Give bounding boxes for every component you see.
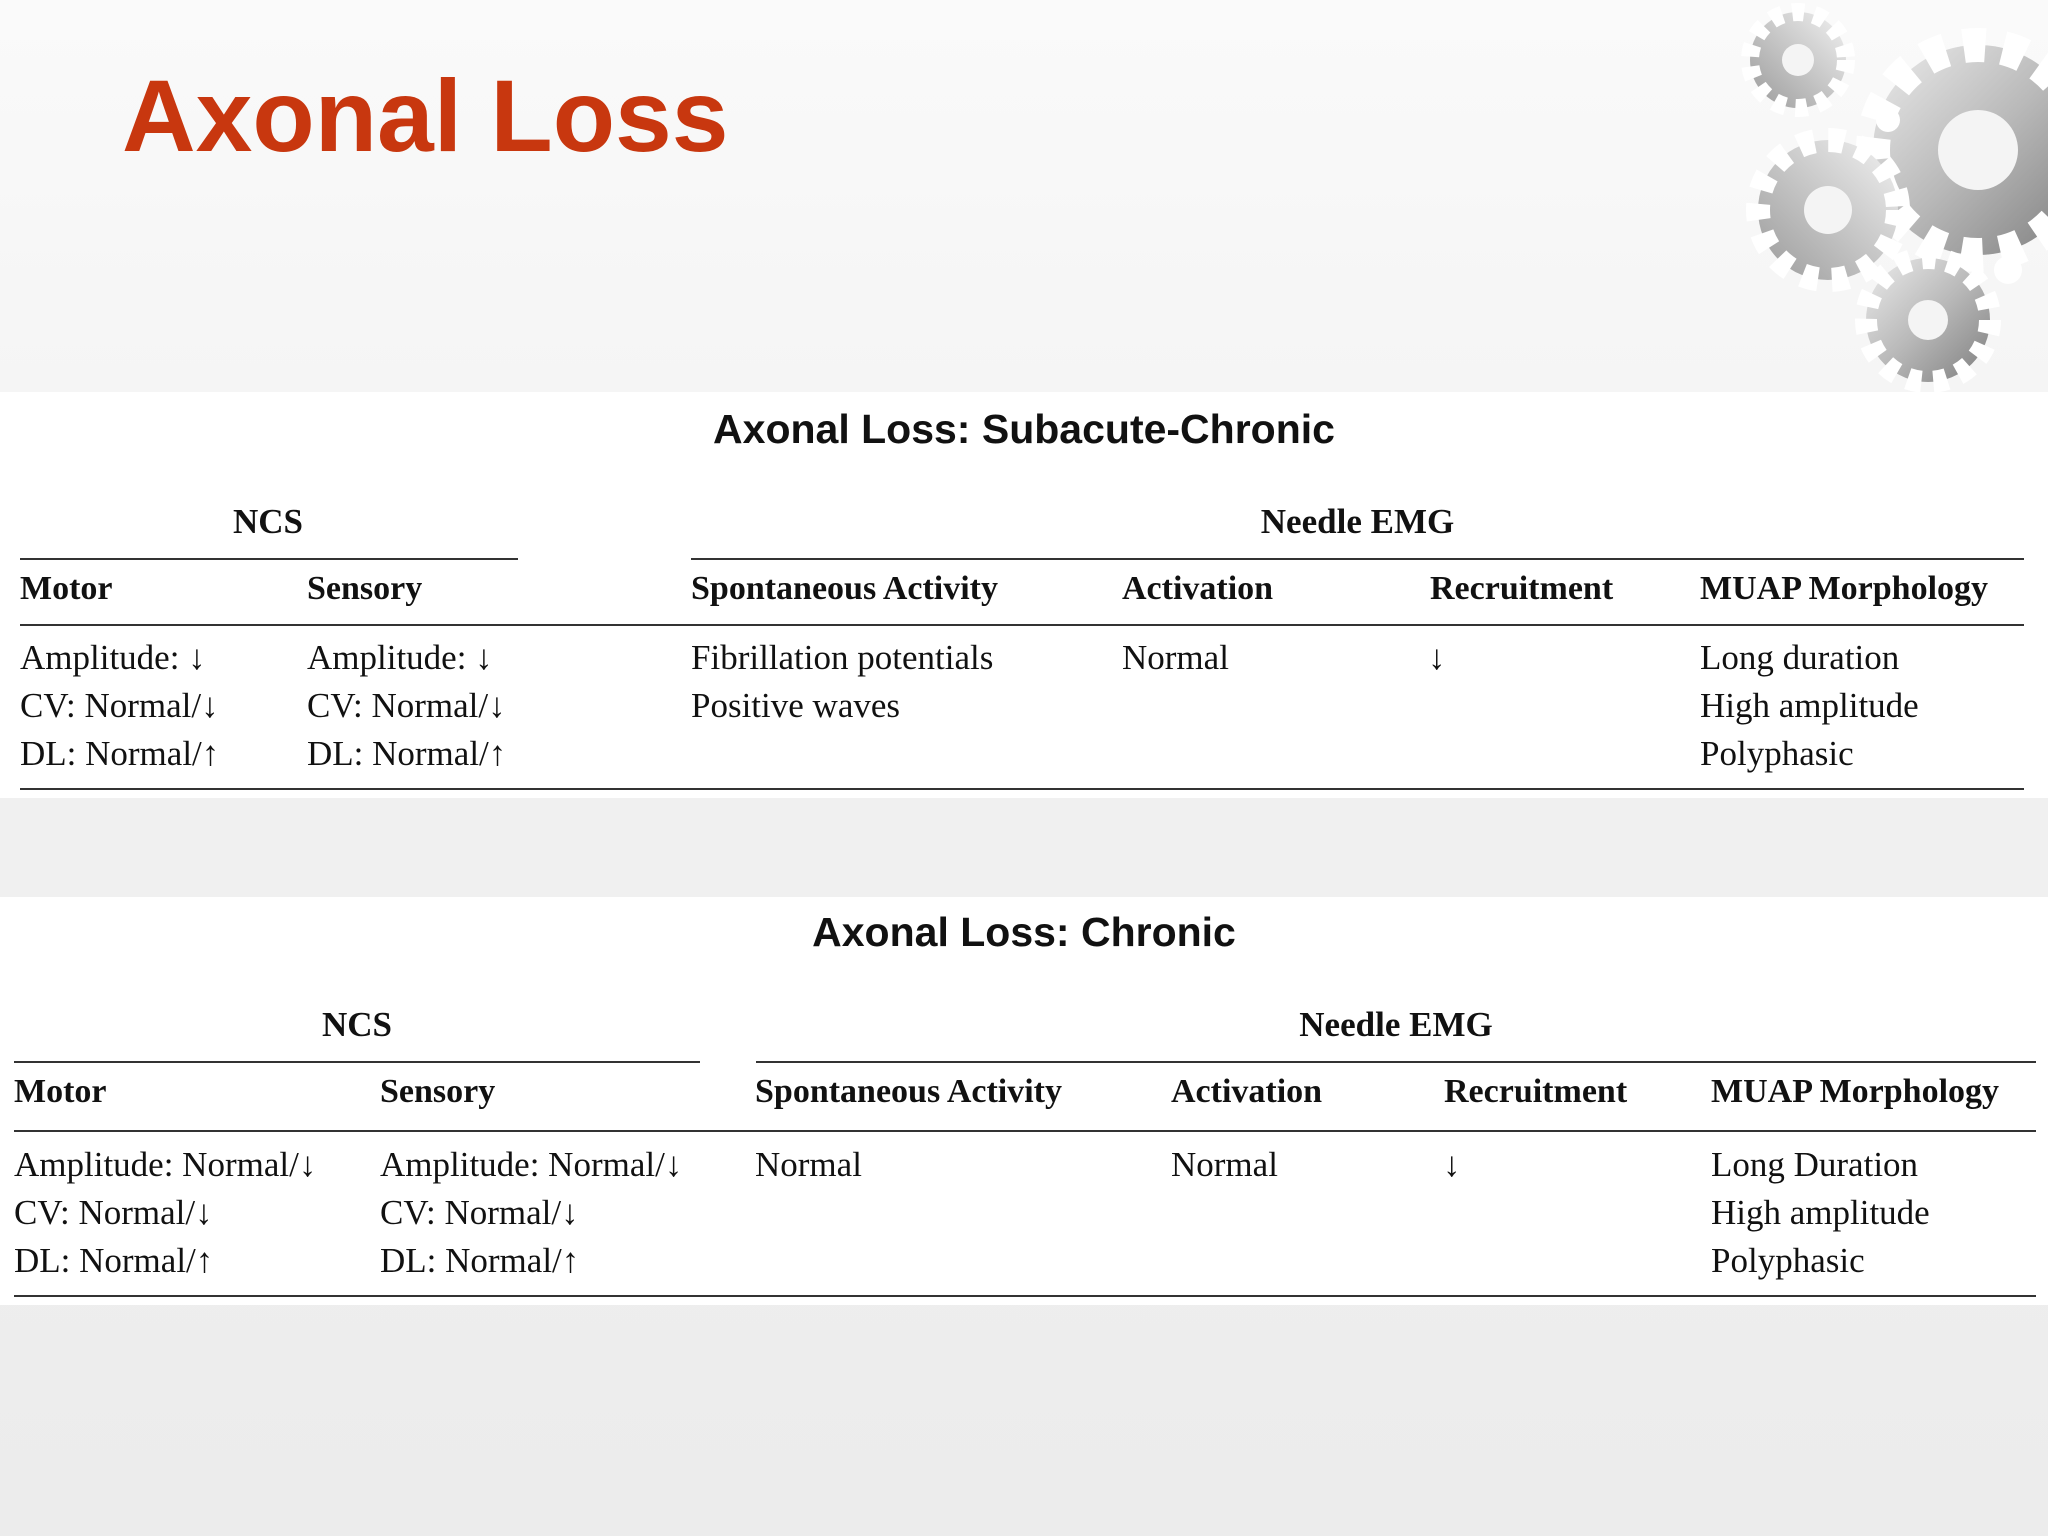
group-needle-emg: Needle EMG	[1299, 1005, 1493, 1044]
gears-decoration	[1678, 0, 2048, 392]
header-muap-morphology: MUAP Morphology	[1700, 570, 1989, 607]
table-title: Axonal Loss: Chronic	[812, 909, 1236, 955]
cell-motor: Amplitude: ↓ CV: Normal/↓ DL: Normal/↑	[20, 638, 220, 773]
header-sensory: Sensory	[380, 1073, 496, 1110]
rule-bottom	[14, 1295, 2036, 1297]
table-title: Axonal Loss: Subacute-Chronic	[713, 406, 1335, 452]
header-recruitment: Recruitment	[1444, 1073, 1628, 1110]
gear-icon	[1758, 140, 1898, 280]
header-activation: Activation	[1122, 570, 1274, 607]
cell-recruitment: ↓	[1428, 638, 1446, 677]
rule-emg	[691, 558, 2024, 560]
cell-motor: Amplitude: Normal/↓ CV: Normal/↓ DL: Normal/↑	[14, 1145, 317, 1280]
slide-title: Axonal Loss	[122, 59, 729, 173]
cell-muap-morphology: Long Duration High amplitude Polyphasic	[1711, 1145, 1930, 1280]
header-activation: Activation	[1171, 1073, 1323, 1110]
cell-sensory: Amplitude: ↓ CV: Normal/↓ DL: Normal/↑	[307, 638, 507, 773]
group-ncs: NCS	[232, 502, 304, 541]
cell-spontaneous-activity: Normal	[755, 1145, 862, 1184]
rule-emg	[756, 1061, 2036, 1063]
header-motor: Motor	[20, 570, 113, 607]
cell-recruitment: ↓	[1443, 1145, 1461, 1184]
gear-icon	[1866, 258, 1990, 382]
cell-activation: Normal	[1122, 638, 1229, 677]
table-subacute-chronic	[0, 392, 2048, 798]
rule-header	[14, 1130, 2036, 1132]
header-sensory: Sensory	[307, 570, 423, 607]
cell-sensory: Amplitude: Normal/↓ CV: Normal/↓ DL: Normal/↑	[380, 1145, 683, 1280]
group-ncs: NCS	[321, 1005, 393, 1044]
cell-spontaneous-activity: Fibrillation potentials Positive waves	[691, 638, 994, 725]
header-recruitment: Recruitment	[1430, 570, 1614, 607]
header-spontaneous-activity: Spontaneous Activity	[691, 570, 998, 607]
gear-icon	[1750, 12, 1846, 108]
rule-ncs	[20, 558, 518, 560]
header-motor: Motor	[14, 1073, 107, 1110]
group-needle-emg: Needle EMG	[1260, 502, 1455, 541]
header-spontaneous-activity: Spontaneous Activity	[755, 1073, 1062, 1110]
rule-ncs	[14, 1061, 700, 1063]
cell-activation: Normal	[1171, 1145, 1278, 1184]
table-chronic	[0, 897, 2048, 1305]
rule-header	[20, 624, 2024, 626]
rule-bottom	[20, 788, 2024, 790]
header-muap-morphology: MUAP Morphology	[1711, 1073, 2000, 1110]
cell-muap-morphology: Long duration High amplitude Polyphasic	[1700, 638, 1919, 773]
